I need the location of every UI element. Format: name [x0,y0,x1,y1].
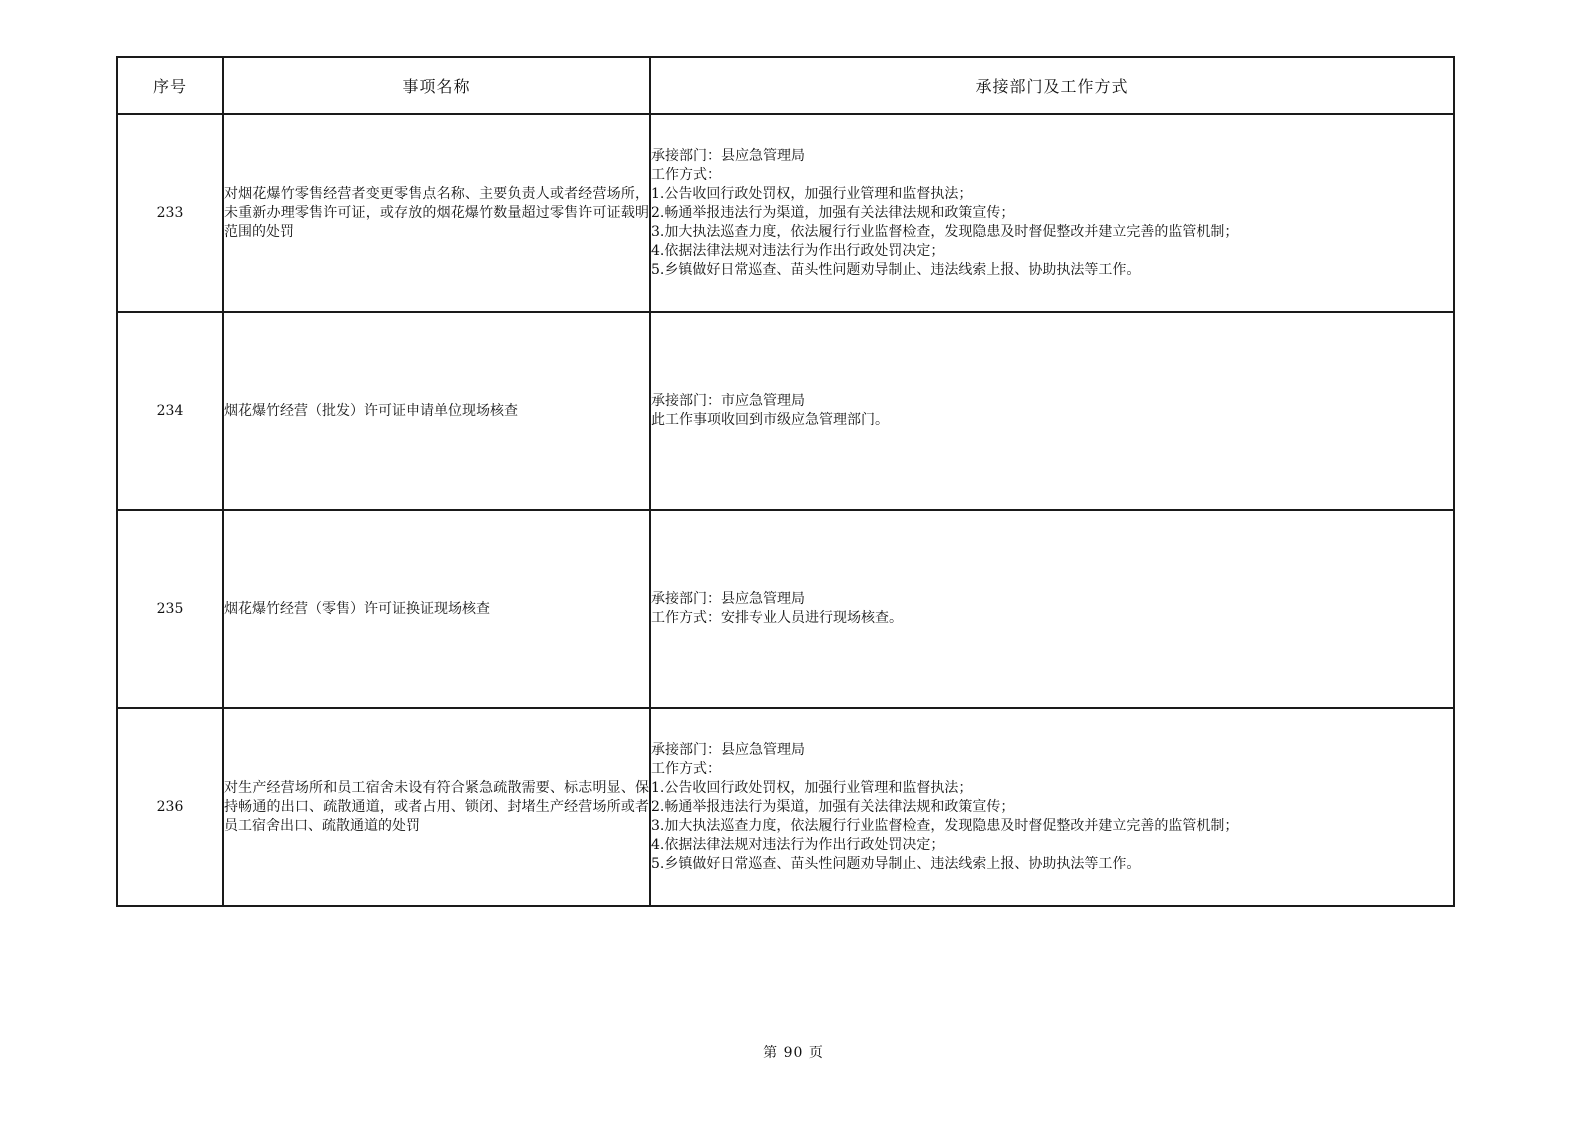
items-table [116,56,1455,907]
item-name: 烟花爆竹经营（批发）许可证申请单位现场核查 [223,312,650,510]
dept-line: 2.畅通举报违法行为渠道，加强有关法律法规和政策宣传； [651,798,1015,815]
dept-line: 3.加大执法巡查力度，依法履行行业监督检查，发现隐患及时督促整改并建立完善的监管机制； [651,817,1239,834]
item-name: 烟花爆竹经营（零售）许可证换证现场核查 [223,510,650,708]
page-number: 第 90 页 [763,1045,824,1061]
header-name: 事项名称 [223,57,650,114]
dept-line: 工作方式： [651,760,721,777]
dept-cell [650,510,1454,708]
dept-line: 1.公告收回行政处罚权，加强行业管理和监督执法； [651,779,973,796]
dept-line: 4.依据法律法规对违法行为作出行政处罚决定； [651,242,945,259]
row-number: 233 [117,114,223,312]
table-row [117,114,1454,312]
dept-cell [650,114,1454,312]
item-name: 对烟花爆竹零售经营者变更零售点名称、主要负责人或者经营场所，未重新办理零售许可证，或存放的烟花爆竹数量超过零售许可证载明范围的处罚 [223,114,650,312]
dept-cell [650,708,1454,906]
dept-line: 5.乡镇做好日常巡查、苗头性问题劝导制止、违法线索上报、协助执法等工作。 [651,855,1141,872]
dept-line: 承接部门：市应急管理局 [651,393,805,409]
dept-line: 承接部门：县应急管理局 [651,741,805,758]
dept-line: 2.畅通举报违法行为渠道，加强有关法律法规和政策宣传； [651,204,1015,221]
dept-line: 4.依据法律法规对违法行为作出行政处罚决定； [651,836,945,853]
dept-cell [650,312,1454,510]
table-header-row [117,57,1454,114]
header-dept: 承接部门及工作方式 [650,57,1454,114]
row-number: 236 [117,708,223,906]
dept-line: 承接部门：县应急管理局 [651,591,805,607]
table-row [117,708,1454,906]
dept-line: 5.乡镇做好日常巡查、苗头性问题劝导制止、违法线索上报、协助执法等工作。 [651,261,1141,278]
item-name: 对生产经营场所和员工宿舍未设有符合紧急疏散需要、标志明显、保持畅通的出口、疏散通道，或者占用、锁闭、封堵生产经营场所或者员工宿舍出口、疏散通道的处罚 [223,708,650,906]
dept-line: 1.公告收回行政处罚权，加强行业管理和监督执法； [651,185,973,202]
table-row [117,312,1454,510]
dept-line: 承接部门：县应急管理局 [651,147,805,164]
dept-line: 此工作事项收回到市级应急管理部门。 [651,412,889,428]
header-num: 序号 [117,57,223,114]
row-number: 234 [117,312,223,510]
dept-line: 3.加大执法巡查力度，依法履行行业监督检查，发现隐患及时督促整改并建立完善的监管机制； [651,223,1239,240]
table-row [117,510,1454,708]
row-number: 235 [117,510,223,708]
dept-line: 工作方式： [651,166,721,183]
dept-line: 工作方式：安排专业人员进行现场核查。 [651,610,903,626]
